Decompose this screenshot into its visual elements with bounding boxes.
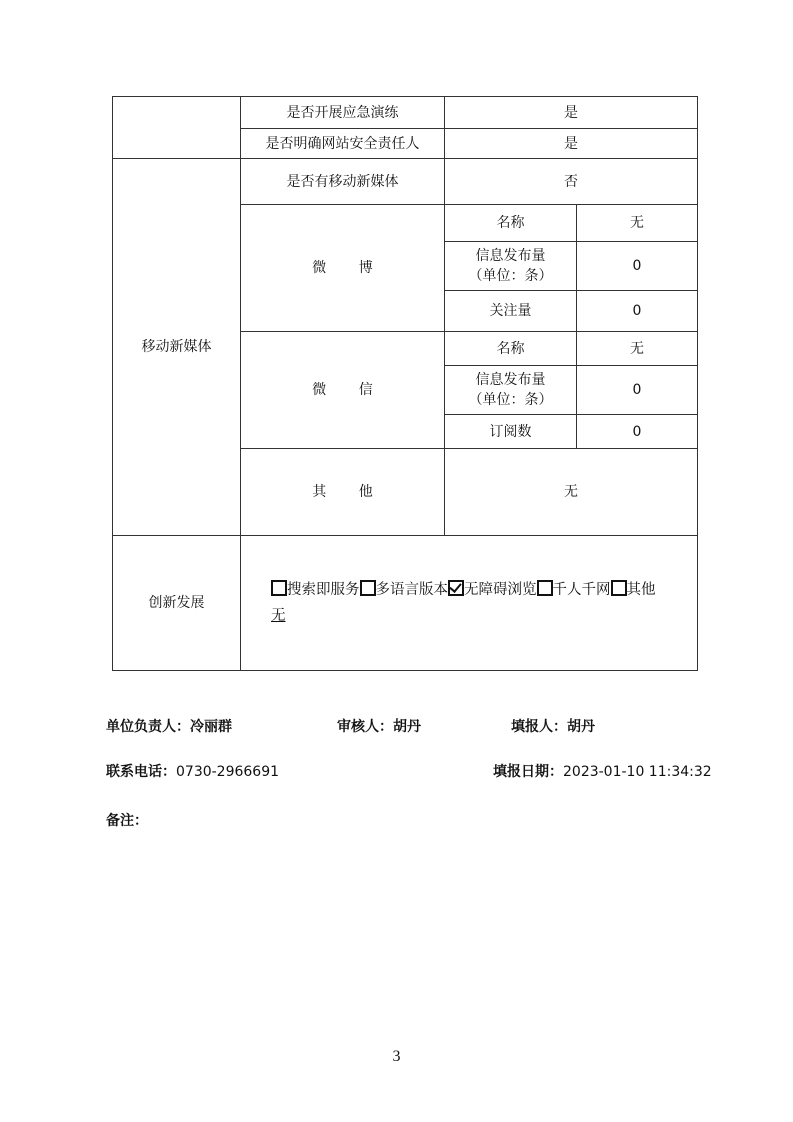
security-label: 是否明确网站安全责任人 xyxy=(241,129,445,159)
wechat-posts-value: 0 xyxy=(577,366,698,415)
checkbox-search-service[interactable] xyxy=(271,582,360,598)
checkbox-label: 无障碍浏览 xyxy=(464,582,537,598)
checkbox-empty-icon xyxy=(611,580,627,596)
has-media-label: 是否有移动新媒体 xyxy=(241,159,445,205)
weibo-label: 微 博 xyxy=(241,205,445,332)
checkbox-empty-icon xyxy=(360,580,376,596)
checkbox-empty-icon xyxy=(537,580,553,596)
drill-value: 是 xyxy=(445,97,698,129)
innovation-other-value: 无 xyxy=(271,608,286,624)
innovation-other-line xyxy=(271,603,689,629)
checkbox-label: 搜索即服务 xyxy=(287,582,360,598)
date-value: 2023-01-10 11:34:32 xyxy=(563,764,712,780)
weibo-posts-label-line1: 信息发布量 xyxy=(475,248,546,264)
checkbox-label: 其他 xyxy=(626,582,656,598)
wechat-posts-label-line1: 信息发布量 xyxy=(475,372,546,388)
media-section-label: 移动新媒体 xyxy=(113,159,241,536)
page-number: 3 xyxy=(392,1048,401,1065)
unit-head-value: 冷丽群 xyxy=(190,719,232,735)
checkbox-multilingual[interactable] xyxy=(360,582,449,598)
filler-label: 填报人： xyxy=(511,719,567,735)
wechat-posts-label-line2: （单位：条） xyxy=(468,392,553,408)
weibo-name-value: 无 xyxy=(577,205,698,242)
checkbox-label: 多语言版本 xyxy=(375,582,448,598)
wechat-subs-label: 订阅数 xyxy=(445,415,577,449)
checkbox-accessibility[interactable] xyxy=(448,582,537,598)
weibo-followers-value: 0 xyxy=(577,291,698,332)
blank-section-cell xyxy=(113,97,241,159)
date-field xyxy=(493,761,712,781)
drill-label: 是否开展应急演练 xyxy=(241,97,445,129)
innovation-checkbox-line xyxy=(271,577,689,603)
weibo-followers-label: 关注量 xyxy=(445,291,577,332)
unit-head-field xyxy=(106,716,232,736)
phone-value: 0730-2966691 xyxy=(176,764,280,780)
reviewer-value: 胡丹 xyxy=(393,719,421,735)
report-table xyxy=(112,96,698,671)
wechat-posts-label xyxy=(445,366,577,415)
checkbox-checked-icon xyxy=(448,580,464,596)
weibo-posts-label-line2: （单位：条） xyxy=(468,268,553,284)
filler-value: 胡丹 xyxy=(567,719,595,735)
innovation-options xyxy=(241,536,698,671)
has-media-value: 否 xyxy=(445,159,698,205)
wechat-subs-value: 0 xyxy=(577,415,698,449)
reviewer-field xyxy=(337,716,421,736)
phone-label: 联系电话： xyxy=(106,764,176,780)
innovation-label: 创新发展 xyxy=(113,536,241,671)
reviewer-label: 审核人： xyxy=(337,719,393,735)
weibo-posts-value: 0 xyxy=(577,242,698,291)
other-label: 其 他 xyxy=(241,449,445,536)
weibo-posts-label xyxy=(445,242,577,291)
other-value: 无 xyxy=(445,449,698,536)
checkbox-other[interactable] xyxy=(611,582,656,598)
date-label: 填报日期： xyxy=(493,764,563,780)
wechat-label: 微 信 xyxy=(241,332,445,449)
filler-field xyxy=(511,716,595,736)
wechat-name-value: 无 xyxy=(577,332,698,366)
checkbox-personalized[interactable] xyxy=(537,582,611,598)
phone-field xyxy=(106,761,279,781)
security-value: 是 xyxy=(445,129,698,159)
remark-label: 备注： xyxy=(106,813,148,829)
unit-head-label: 单位负责人： xyxy=(106,719,190,735)
checkbox-empty-icon xyxy=(271,580,287,596)
wechat-name-label: 名称 xyxy=(445,332,577,366)
weibo-name-label: 名称 xyxy=(445,205,577,242)
checkbox-label: 千人千网 xyxy=(552,582,611,598)
